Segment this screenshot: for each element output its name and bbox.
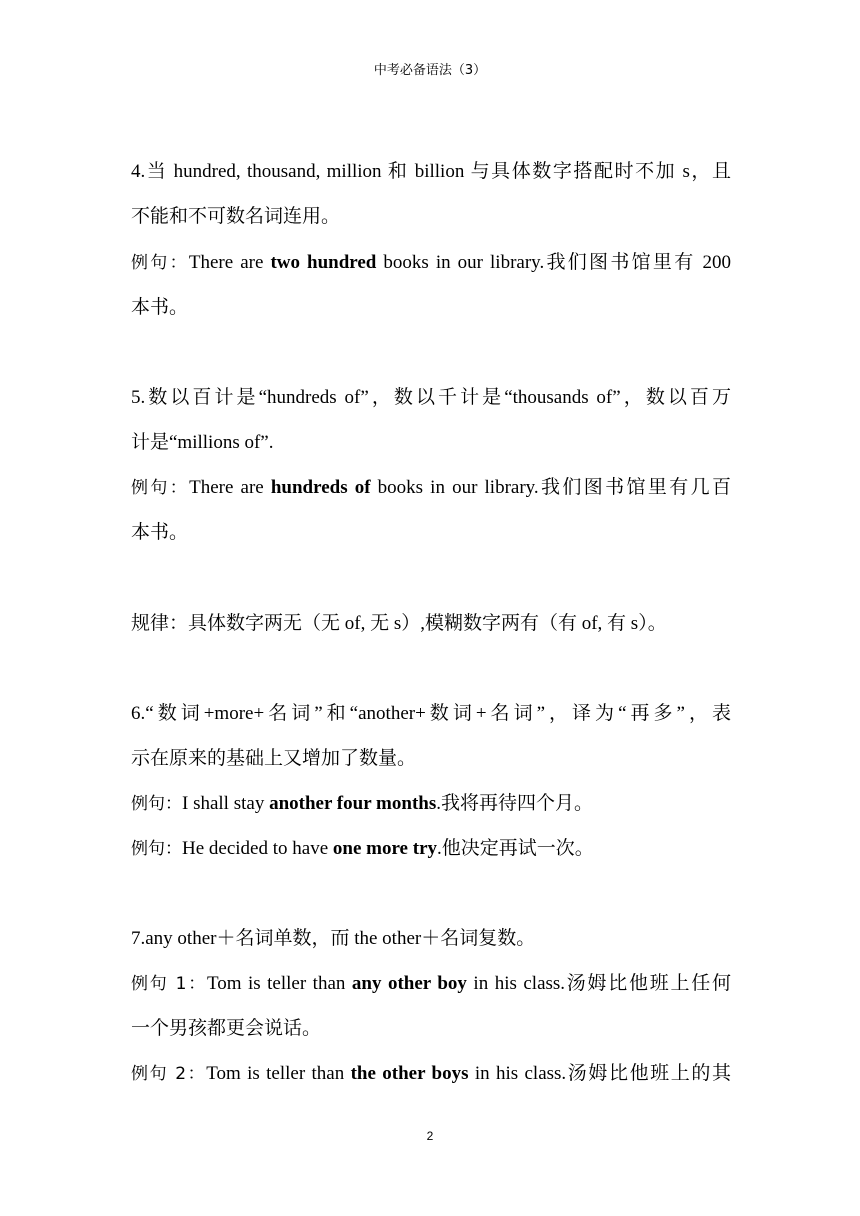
- rule-7-example-2: [131, 1062, 731, 1086]
- example-bold: one more try: [332, 838, 438, 859]
- rule-4-example-cont: 本书。: [131, 297, 189, 318]
- example-bold: the other boys: [350, 1063, 469, 1084]
- rule-7-example-1: [131, 972, 731, 996]
- example-bold: another four months: [269, 793, 437, 814]
- rule-6-example-2: [131, 837, 731, 861]
- rule-6-example-1: [131, 792, 731, 816]
- example-post: .我将再待四个月。: [436, 793, 593, 814]
- example-pre: There are: [189, 477, 271, 498]
- page-title: 中考必备语法（3）: [373, 63, 487, 78]
- rule-4-text-line-1: 4.当 hundred, thousand, million 和 billion 与具体数字搭配时不加 s，且: [131, 161, 731, 182]
- example-label: 例句 1：: [131, 974, 207, 994]
- example-bold: hundreds of: [270, 477, 371, 498]
- rule-5-example: [131, 476, 731, 500]
- example-post: in his class.汤姆比他班上任何: [466, 973, 731, 994]
- rule-5-text-line-2: 计是“millions of”.: [131, 432, 274, 453]
- summary-rule: 规律：具体数字两无（无 of, 无 s）,模糊数字两有（有 of, 有 s）。: [131, 613, 667, 634]
- rule-5-example-cont: 本书。: [131, 522, 189, 543]
- example-post: books in our library.我们图书馆里有几百: [370, 477, 731, 498]
- example-label: 例句：: [131, 839, 182, 859]
- example-label: 例句 2：: [131, 1064, 207, 1084]
- example-bold: two hundred: [270, 252, 377, 273]
- rule-7-example-1-cont: 一个男孩都更会说话。: [131, 1018, 322, 1039]
- example-pre: There are: [188, 252, 271, 273]
- example-bold: any other boy: [351, 973, 467, 994]
- example-pre: He decided to have: [182, 838, 333, 859]
- example-pre: Tom is teller than: [206, 973, 352, 994]
- example-post: in his class.汤姆比他班上的其: [468, 1063, 731, 1084]
- example-pre: Tom is teller than: [206, 1063, 351, 1084]
- rule-6-text-line-1: 6.“数词+more+名词”和“another+数词+名词”，译为“再多”，表: [131, 703, 731, 724]
- example-label: 例句：: [131, 478, 190, 498]
- rule-5-text-line-1: 5.数以百计是“hundreds of”，数以千计是“thousands of”，数以百万: [131, 387, 731, 408]
- example-post: books in our library.我们图书馆里有 200: [376, 252, 732, 273]
- example-label: 例句：: [131, 253, 189, 273]
- rule-7-text-line-1: 7.any other＋名词单数，而 the other＋名词复数。: [131, 928, 536, 949]
- rule-4-text-line-2: 不能和不可数名词连用。: [131, 206, 341, 227]
- example-label: 例句：: [131, 794, 182, 814]
- page-number: 2: [426, 1129, 434, 1143]
- example-pre: I shall stay: [182, 793, 270, 814]
- example-post: .他决定再试一次。: [437, 838, 594, 859]
- rule-6-text-line-2: 示在原来的基础上又增加了数量。: [131, 748, 417, 769]
- rule-4-example: [131, 251, 731, 275]
